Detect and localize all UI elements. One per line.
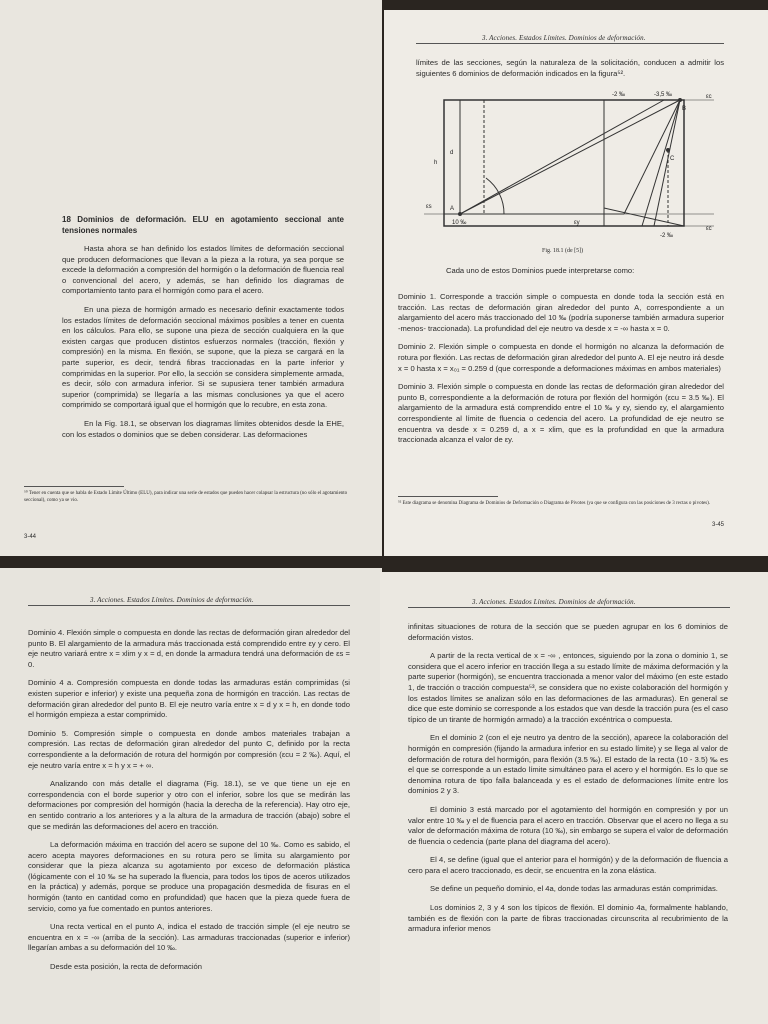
paragraph: Los dominios 2, 3 y 4 son los típicos de flexión. El dominio 4a, formalmente hablando, también es de flexión con la parte de fibras traccionadas circunscrita al recubrimiento de la armadura inferior menos xyxy=(408,903,728,934)
paragraph-dominio-4a: Dominio 4 a. Compresión compuesta en donde todas las armaduras están comprimidas (si existen superior e inferior) y existe una pequeña zona de hormigón en tracción. Las rectas de deformación giran alrededor del punto B. El eje neutro varía entre x = d y x = h, en donde todo el hormigón empieza a estar comprimido. xyxy=(28,678,350,720)
deformation-domains-figure xyxy=(424,90,724,240)
paragraph: infinitas situaciones de rotura de la sección que se pueden agrupar en los 6 dominios de deformación vistos. xyxy=(408,622,728,642)
label-point-a: A xyxy=(450,206,455,212)
footnote-rule xyxy=(398,496,498,497)
header-rule xyxy=(416,43,724,44)
page-3-44 xyxy=(0,0,382,556)
label-point-c: C xyxy=(670,156,675,162)
paragraph-dominio-4: Dominio 4. Flexión simple o compuesta en donde las rectas de deformación giran alrededor del punto B. El alargamiento de la armadura más traccionada está comprendido entre εy y cero. El eje neutro variará entre x = xlim y x = d, en donde la armadura tendrá una deformación de εs = 0. xyxy=(28,628,350,669)
page3-body xyxy=(28,628,350,981)
label-bottom-right: -2 ‰ xyxy=(660,233,674,239)
paragraph-dominio-5: Dominio 5. Compresión simple o compuesta en donde ambos materiales trabajan a compresión. Las rectas de deformación giran alrededor del punto C, definido por la recta correspondiente a la deformación de rotura del hormigón por compresión (εcu = 2 ‰). Aquí, el eje neutro varía entre x = h y x = + ∞. xyxy=(28,728,350,770)
page-3-47 xyxy=(380,572,768,1024)
page4-body xyxy=(408,622,728,943)
page-3-46 xyxy=(0,568,382,1024)
running-header: 3. Acciones. Estados Límites. Dominios de deformación. xyxy=(90,596,254,604)
running-header: 3. Acciones. Estados Límites. Dominios de deformación. xyxy=(472,598,636,606)
paragraph: En una pieza de hormigón armado es necesario definir exactamente todos los estados límites de deformación seccional máximos posibles a tener en cuenta en los cálculos. Para ello, se supone una pieza de sección cualquiera en la que existen cargas que producen distintos esfuerzos normales (tracción, flexión y compresión) en la misma. En flexión, se supone, que la pieza se cargará en la parte superior, es decir, tendrá fibras traccionadas en la parte inferior y comprimidas en la superior. Por ello, la sección se considera simplemente armada, es decir, sólo con armadura inferior. Si se supusiera tener también armadura superior (comprimida) se llegaría a las mismas conclusiones ya que el acero comprimido se comportará igual que el hormigón que lo recubre, en esta zona. xyxy=(62,304,344,410)
label-10-permil: 10 ‰ xyxy=(452,220,467,226)
label-eps-c-bottom: εc xyxy=(706,226,712,232)
section-heading: 18 Dominios de deformación. ELU en agotamiento seccional ante tensiones normales xyxy=(62,215,344,235)
page1-body xyxy=(62,214,344,448)
paragraph: Una recta vertical en el punto A, indica el estado de tracción simple (el eje neutro se encuentra en x = -∞ (arriba de la sección). Las armaduras traccionadas (superior e inferior) llegarían ambas a su deformación del 10 ‰. xyxy=(28,922,350,953)
figure-caption: Fig. 18.1 (de [5]) xyxy=(542,248,584,254)
label-point-b: B xyxy=(682,106,687,112)
paragraph: El dominio 3 está marcado por el agotamiento del hormigón en compresión y por un valor entre 10 ‰ y el de fluencia para el acero en tracción. Observar que el acero no llega a su valor de deformación máxima de rotura (10 ‰), sin embargo se supera el valor de deformación de fluencia o cedencia (parte plana del diagrama del acero). xyxy=(408,804,728,846)
paragraph-dominio-1: Dominio 1. Corresponde a tracción simple o compuesta en donde toda la sección está en tracción. Las rectas de deformación giran alrededor del punto A, correspondiente a un alargamiento del acero más traccionado del 10 ‰ (podría suponerse también armadura superior -menos- traccionada). La profundidad del eje neutro va desde x = -∞ hasta x = 0. xyxy=(398,292,724,333)
footnote: ⁵⁰ Tener en cuenta que se habla de Estado Límite Último (ELU), para indicar una serie de estados que pueden hacer colapsar la estructura (no sólo el agotamiento seccional), como ya se vio. xyxy=(24,491,348,503)
paragraph: Hasta ahora se han definido los estados límites de deformación seccional que producen deformaciones que llevan a la pieza a la rotura, ya sea porque se excede la deformación a compresión del hormigón o la deformación de fluencia real o convencional del acero, y además, se han definido los diagramas de comportamiento tanto para el hormigón como para el acero. xyxy=(62,244,344,296)
footnote: ⁵² Este diagrama se denomina Diagrama de Dominios de Deformación o Diagrama de Pivotes (ya que se configura con las posiciones de 3 rectas o pivotes). xyxy=(398,501,711,506)
paragraph: Analizando con más detalle el diagrama (Fig. 18.1), se ve que tiene un eje en correspondencia con el borde superior y otro con el inferior, sobre los que se medirán las deformaciones por compresión del hormigón (hacia la derecha de la referencia). Hay otro eje, en sentido contrario a los anteriores y a la altura de la armadura de tracción (abajo) sobre el que se medirán las deformaciones del acero en tracción. xyxy=(28,779,350,831)
paragraph-dominio-3: Dominio 3. Flexión simple o compuesta en donde las rectas de deformación giran alrededor del punto B, correspondiente a la deformación de rotura por flexión del hormigón (εcu = 3.5 ‰). El alargamiento de la armadura está comprendido entre el 10 ‰ y εy, siendo εy, el alargamiento correspondiente al límite de fluencia o cedencia del acero. La profundidad de eje neutro se encuentra va desde x = 0.259 d, a x = xlim, que es la profundidad en que la armadura traccionada alcanza el valor de εy. xyxy=(398,382,724,445)
lead-text: Cada uno de estos Dominios puede interpretarse como: xyxy=(446,266,635,275)
page2-body xyxy=(398,292,724,454)
paragraph: Desde esta posición, la recta de deformación xyxy=(50,962,202,972)
page-number: 3-44 xyxy=(24,534,37,540)
label-top-left: -2 ‰ xyxy=(612,92,626,98)
header-rule xyxy=(408,607,730,608)
label-eps-s: εs xyxy=(426,204,432,210)
label-eps-y: εy xyxy=(574,220,580,226)
label-d: d xyxy=(450,150,454,156)
paragraph: En el dominio 2 (con el eje neutro ya dentro de la sección), aparece la colaboración del hormigón en compresión (fijando la armadura inferior en su estado límite) y se llega al valor de deformación de rotura del hormigón, para flexión (3.5 ‰). El estado de la recta (10 - 3.5) ‰ es el que se corresponde a un estado límite simultáneo para el acero y el hormigón. Es lo que se denomina rotura de tipo falla balanceada y es el estado de deformaciones límite entre los dominios 2 y 3. xyxy=(408,733,728,796)
label-eps-c-top: εc xyxy=(706,94,712,100)
label-top-right: -3,5 ‰ xyxy=(654,92,673,98)
label-h: h xyxy=(434,160,438,166)
paragraph: En la Fig. 18.1, se observan los diagramas límites obtenidos desde la EHE, con los estados o dominios que se deben considerar. Las deformaciones xyxy=(62,418,344,439)
page-3-45 xyxy=(384,10,768,556)
page-number: 3-45 xyxy=(712,522,725,528)
intro-text: límites de las secciones, según la naturaleza de la solicitación, conducen a admitir los siguientes 6 dominios de deformación indicados en la figura⁵². xyxy=(416,58,724,78)
paragraph: El 4, se define (igual que el anterior para el hormigón) y de la deformación de fluencia a cero para el acero traccionado, es decir, se encuentra en la zona elástica. xyxy=(408,855,728,875)
footnote-rule xyxy=(24,486,124,487)
paragraph-dominio-2: Dominio 2. Flexión simple o compuesta en donde el hormigón no alcanza la deformación de rotura por flexión. Las rectas de deformación giran alrededor del punto A. El eje neutro irá desde x = 0 hasta x = x₀₁ = 0.259 d (que corresponde a deformaciones máximas en ambos materiales) xyxy=(398,342,724,373)
running-header: 3. Acciones. Estados Límites. Dominios de deformación. xyxy=(482,34,646,42)
paragraph: A partir de la recta vertical de x = -∞ , entonces, siguiendo por la zona o dominio 1, se considera que el acero inferior en tracción llega a su estado límite de máxima deformación y la parte superior (hormigón), se encuentra traccionada a menor valor del máximo (en este estado 1, de tracción o tracción compuesta⁵³, se considera que no existe colaboración del hormigón y los estados límites se analizan sólo en las deformaciones de las armaduras). En general se dice que este dominio se corresponde a los estados que van desde la tracción pura (es el caso típico de un tirante de hormigón armado) a la tracción excéntrica o compuesta. xyxy=(408,651,728,724)
paragraph: Se define un pequeño dominio, el 4a, donde todas las armaduras están comprimidas. xyxy=(430,884,718,894)
header-rule xyxy=(28,605,350,606)
paragraph: La deformación máxima en tracción del acero se supone del 10 ‰. Como es sabido, el acero acepta mayores deformaciones en su rotura pero se limita su alargamiento por considerar que la pieza alcanza su agotamiento por exceso de deformación plástica (lógicamente con el 10 ‰ se ha superado la fluencia, para todos los tipos de aceros utilizados en la práctica) y además, porque se produce una propagación desmedida de fisuras en el hormigón (tanto en cantidad como en profundidad) que hacen que la pieza quede fuera de servicio, como ya fue comentado en puntos anteriores. xyxy=(28,840,350,913)
